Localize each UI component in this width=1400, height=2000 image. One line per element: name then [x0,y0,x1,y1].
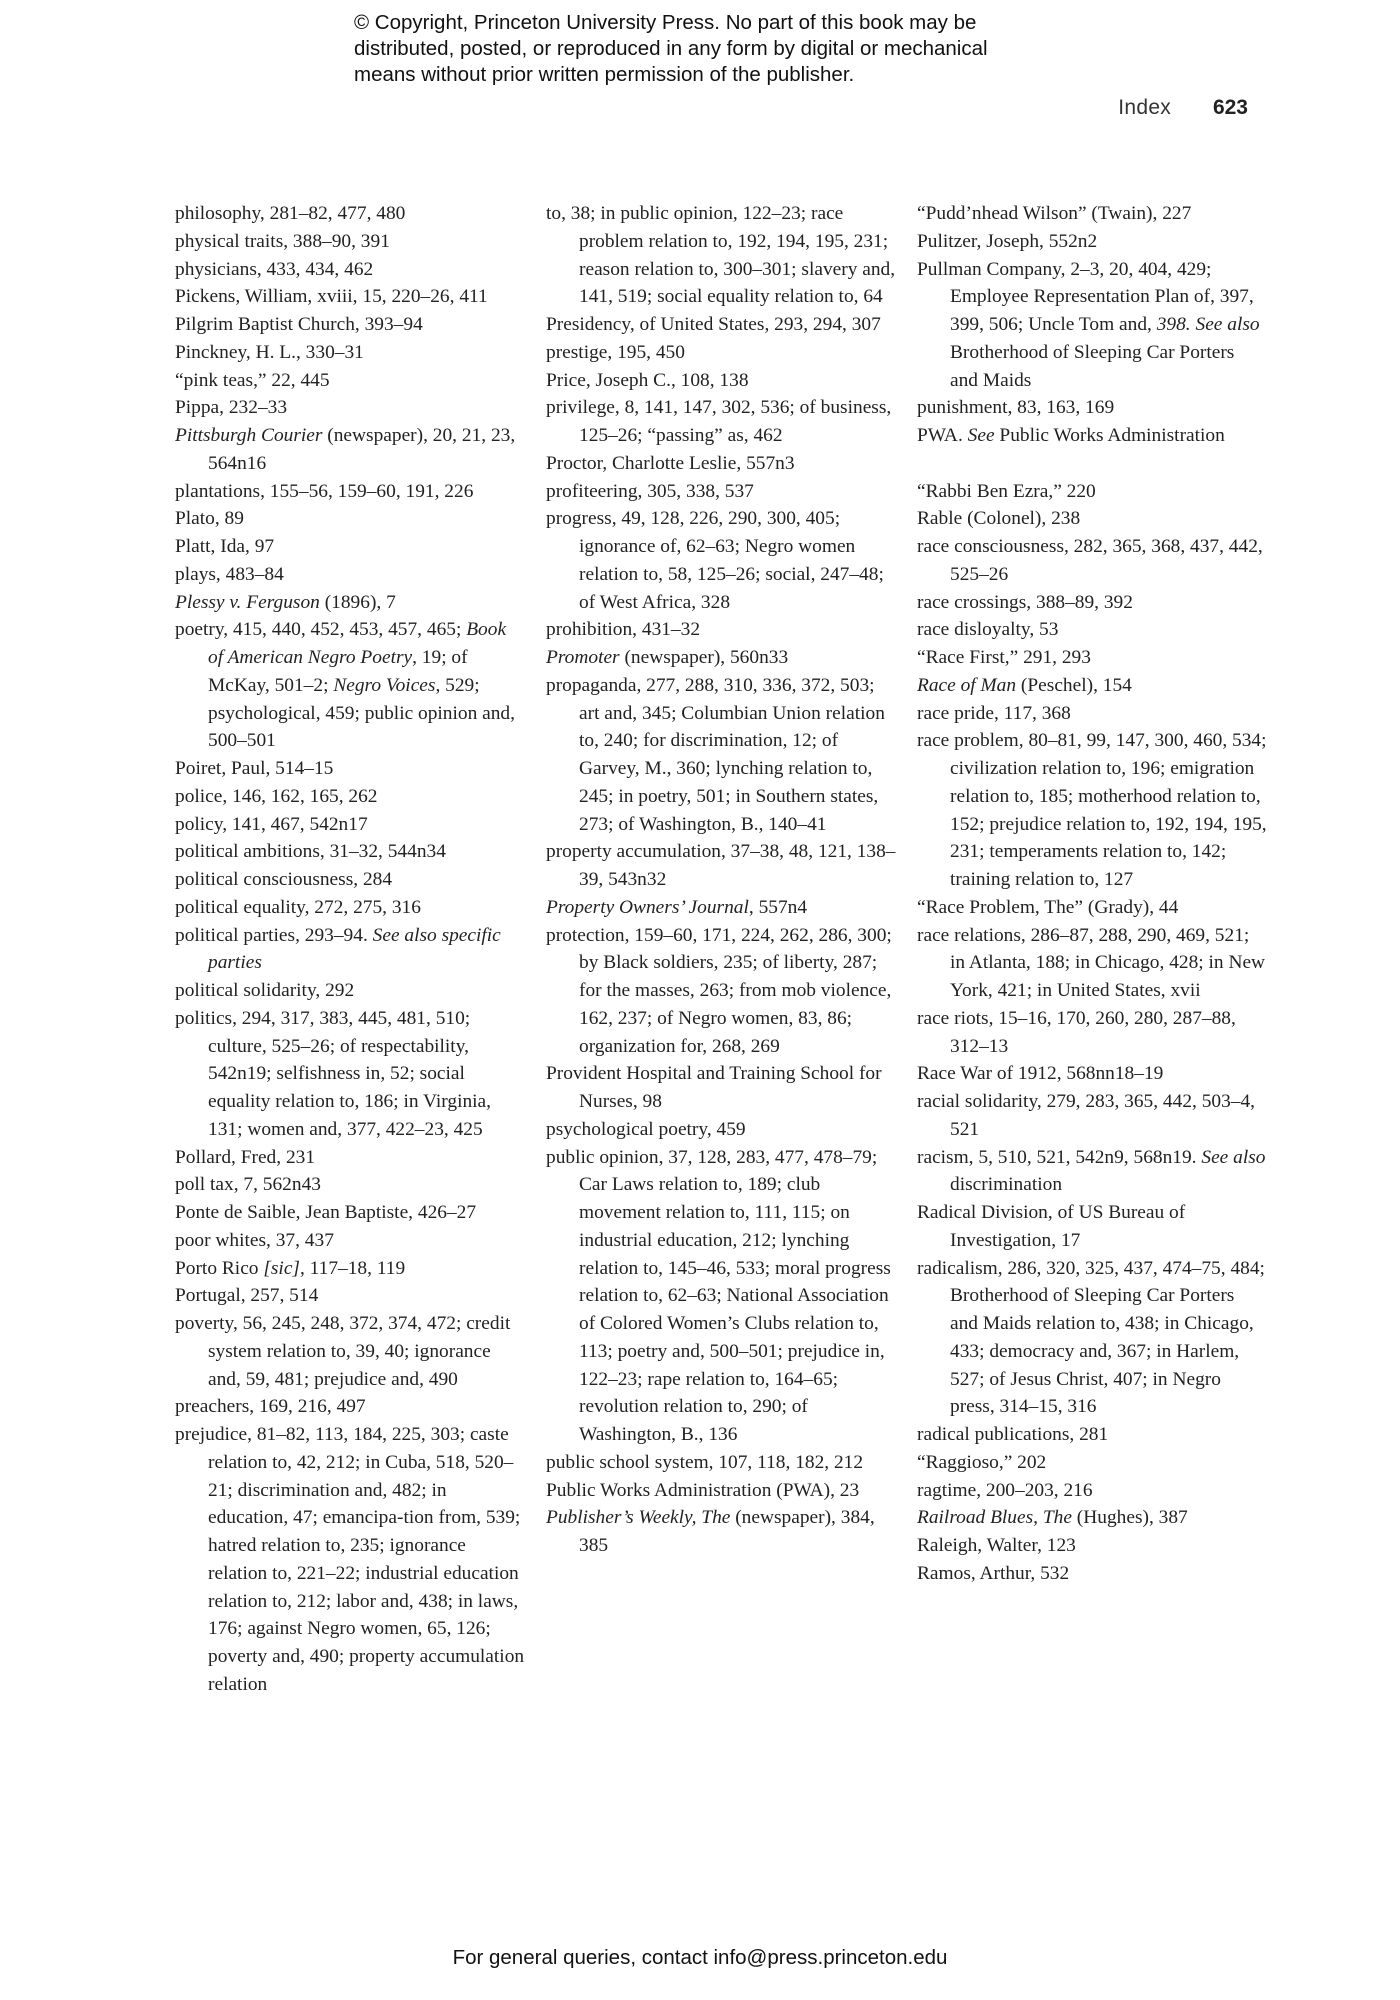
index-entry: race problem, 80–81, 99, 147, 300, 460, 534; civilization relation to, 196; emigration relation to, 185; motherhood relation to, 152; prejudice relation to, 192, 194, 195, 231; temperaments relation to, 142; training relation to, 127 [917,730,1267,890]
index-entry: propaganda, 277, 288, 310, 336, 372, 503; art and, 345; Columbian Union relation to, 240; for discrimination, 12; of Garvey, M., 360; lynching relation to, 245; in poetry, 501; in Southern states, 273; of Washington, B., 140–41 [546,674,885,835]
copyright-notice [354,10,1114,88]
index-entry: physicians, 433, 434, 462 [175,258,374,280]
footer-contact: For general queries, contact info@press.princeton.edu [452,1946,948,1969]
index-entry: public school system, 107, 118, 182, 212 [546,1451,864,1473]
index-entry: preachers, 169, 216, 497 [175,1396,366,1418]
page-number: 623 [1212,96,1248,119]
index-entry: Pickens, William, xviii, 15, 220–26, 411 [175,286,488,308]
index-entry: “Raggioso,” 202 [917,1451,1047,1473]
index-entry: Publisher’s Weekly, The (newspaper), 384, 385 [546,1507,875,1556]
index-entry: political ambitions, 31–32, 544n34 [175,841,446,863]
index-entry: plantations, 155–56, 159–60, 191, 226 [175,480,474,502]
index-column-3 [917,200,1267,1588]
index-entry: Platt, Ida, 97 [175,536,275,557]
index-entry: punishment, 83, 163, 169 [917,397,1115,419]
index-entry: physical traits, 388–90, 391 [175,230,390,252]
index-column-2 [546,200,896,1560]
copyright-line: means without prior written permission of the publisher. [354,63,855,86]
index-entry: Portugal, 257, 514 [175,1285,319,1307]
index-entry: radical publications, 281 [917,1424,1109,1445]
index-entry: philosophy, 281–82, 477, 480 [175,203,406,224]
index-entry: ragtime, 200–203, 216 [917,1479,1093,1501]
copyright-line: distributed, posted, or reproduced in any form by digital or mechanical [354,37,988,60]
index-entry: “pink teas,” 22, 445 [175,369,330,391]
index-entry: Provident Hospital and Training School for Nurses, 98 [546,1063,882,1112]
index-entry: racial solidarity, 279, 283, 365, 442, 503–4, 521 [917,1091,1256,1140]
index-entry: race relations, 286–87, 288, 290, 469, 521; in Atlanta, 188; in Chicago, 428; in New York, 421; in United States, xvii [917,924,1266,1001]
index-entry: political parties, 293–94. See also specific parties [175,924,501,974]
index-entry: police, 146, 162, 165, 262 [175,785,378,807]
index-entry: Promoter (newspaper), 560n33 [546,647,789,668]
index-entry: race disloyalty, 53 [917,619,1059,641]
copyright-line: © Copyright, Princeton University Press. No part of this book may be [354,11,977,34]
index-entry: Raleigh, Walter, 123 [917,1535,1076,1556]
index-entry: Railroad Blues, The (Hughes), 387 [917,1507,1188,1529]
index-entry: poverty, 56, 245, 248, 372, 374, 472; credit system relation to, 39, 40; ignorance and, 59, 481; prejudice and, 490 [175,1313,511,1390]
index-entry: progress, 49, 128, 226, 290, 300, 405; ignorance of, 62–63; Negro women relation to, 58, 125–26; social, 247–48; of West Africa, 328 [546,508,884,613]
index-entry: Porto Rico [sic], 117–18, 119 [175,1257,406,1279]
index-entry: poll tax, 7, 562n43 [175,1174,321,1196]
section-title: Index [1118,96,1172,119]
index-entry: Pippa, 232–33 [175,397,288,419]
index-entry: Pollard, Fred, 231 [175,1146,316,1168]
index-entry: Proctor, Charlotte Leslie, 557n3 [546,452,795,474]
index-entry: PWA. See Public Works Administration [917,425,1225,446]
index-entry: Ramos, Arthur, 532 [917,1562,1070,1584]
index-entry: psychological poetry, 459 [546,1118,746,1140]
index-entry: Poiret, Paul, 514–15 [175,758,334,779]
index-entry: racism, 5, 510, 521, 542n9, 568n19. See also discrimination [917,1146,1266,1196]
index-entry: protection, 159–60, 171, 224, 262, 286, 300; by Black soldiers, 235; of liberty, 287; for the masses, 263; from mob violence, 162, 237; of Negro women, 83, 86; organization for, 268, 269 [546,924,892,1057]
index-entry: Race of Man (Peschel), 154 [917,674,1132,696]
index-entry: prohibition, 431–32 [546,619,701,641]
index-entry: prejudice, 81–82, 113, 184, 225, 303; caste relation to, 42, 212; in Cuba, 518, 520–21; discrimination and, 482; in education, 47; emancipa-tion from, 539; hatred relation to, 235; ignorance relation to, 221–22; industrial education relation to, 212; labor and, 438; in laws, 176; against Negro women, 65, 126; poverty and, 490; property accumulation relation [175,1424,525,1695]
index-entry: Presidency, of United States, 293, 294, 307 [546,314,881,335]
index-entry: poetry, 415, 440, 452, 453, 457, 465; Book of American Negro Poetry, 19; of McKay, 501–2; Negro Voices, 529; psychological, 459; public opinion and, 500–501 [175,619,515,752]
running-head [1118,96,1248,120]
index-entry: race riots, 15–16, 170, 260, 280, 287–88, 312–13 [917,1007,1236,1057]
index-entry: prestige, 195, 450 [546,341,685,363]
index-entry: Pittsburgh Courier (newspaper), 20, 21, 23, 564n16 [175,425,516,474]
index-entry: Price, Joseph C., 108, 138 [546,369,749,391]
index-entry: political equality, 272, 275, 316 [175,896,421,918]
index-entry: political consciousness, 284 [175,869,393,890]
index-entry: Pilgrim Baptist Church, 393–94 [175,314,423,335]
index-entry: Property Owners’ Journal, 557n4 [546,896,808,918]
index-entry: race crossings, 388–89, 392 [917,591,1133,613]
index-entry: “Pudd’nhead Wilson” (Twain), 227 [917,203,1192,224]
index-entry: “Race Problem, The” (Grady), 44 [917,896,1179,918]
index-entry: policy, 141, 467, 542n17 [175,813,368,835]
index-entry: race pride, 117, 368 [917,702,1071,724]
index-entry: “Rabbi Ben Ezra,” 220 [917,480,1096,502]
index-entry: privilege, 8, 141, 147, 302, 536; of business, 125–26; “passing” as, 462 [546,397,892,446]
letter-break [917,450,1267,478]
index-entry: Pullman Company, 2–3, 20, 404, 429; Employee Representation Plan of, 397, 399, 506; Uncle Tom and, 398. See also Brotherhood of Sleeping Car Porters and Maids [917,258,1260,391]
index-entry: Race War of 1912, 568nn18–19 [917,1063,1164,1085]
index-entry: Public Works Administration (PWA), 23 [546,1479,860,1501]
index-entry: political solidarity, 292 [175,980,355,1001]
index-entry: plays, 483–84 [175,563,284,585]
index-entry: radicalism, 286, 320, 325, 437, 474–75, 484; Brotherhood of Sleeping Car Porters and Maids relation to, 438; in Chicago, 433; democracy and, 367; in Harlem, 527; of Jesus Christ, 407; in Negro press, 314–15, 316 [917,1257,1265,1418]
index-entry: Radical Division, of US Bureau of Investigation, 17 [917,1202,1186,1251]
index-entry: poor whites, 37, 437 [175,1229,334,1251]
index-entry: Rable (Colonel), 238 [917,508,1081,530]
index-entry: “Race First,” 291, 293 [917,647,1091,668]
index-entry: Plessy v. Ferguson (1896), 7 [175,591,396,613]
index-entry: Plato, 89 [175,508,244,530]
index-entry: property accumulation, 37–38, 48, 121, 138–39, 543n32 [546,841,896,890]
index-entry: profiteering, 305, 338, 537 [546,480,754,502]
index-column-1 [175,200,525,1699]
index-entry: Pulitzer, Joseph, 552n2 [917,230,1098,252]
index-entry: politics, 294, 317, 383, 445, 481, 510; culture, 525–26; of respectability, 542n19; selfishness in, 52; social equality relation to, 186; in Virginia, 131; women and, 377, 422–23, 425 [175,1007,492,1140]
index-entry: to, 38; in public opinion, 122–23; race problem relation to, 192, 194, 195, 231; reason relation to, 300–301; slavery and, 141, 519; social equality relation to, 64 [546,203,896,308]
index-entry: public opinion, 37, 128, 283, 477, 478–79; Car Laws relation to, 189; club movement relation to, 111, 115; on industrial education, 212; lynching relation to, 145–46, 533; moral progress relation to, 62–63; National Association of Colored Women’s Clubs relation to, 113; poetry and, 500–501; prejudice in, 122–23; rape relation to, 164–65; revolution relation to, 290; of Washington, B., 136 [546,1146,891,1445]
index-entry: race consciousness, 282, 365, 368, 437, 442, 525–26 [917,536,1263,585]
index-entry: Pinckney, H. L., 330–31 [175,341,364,363]
index-entry: Ponte de Saible, Jean Baptiste, 426–27 [175,1202,477,1223]
